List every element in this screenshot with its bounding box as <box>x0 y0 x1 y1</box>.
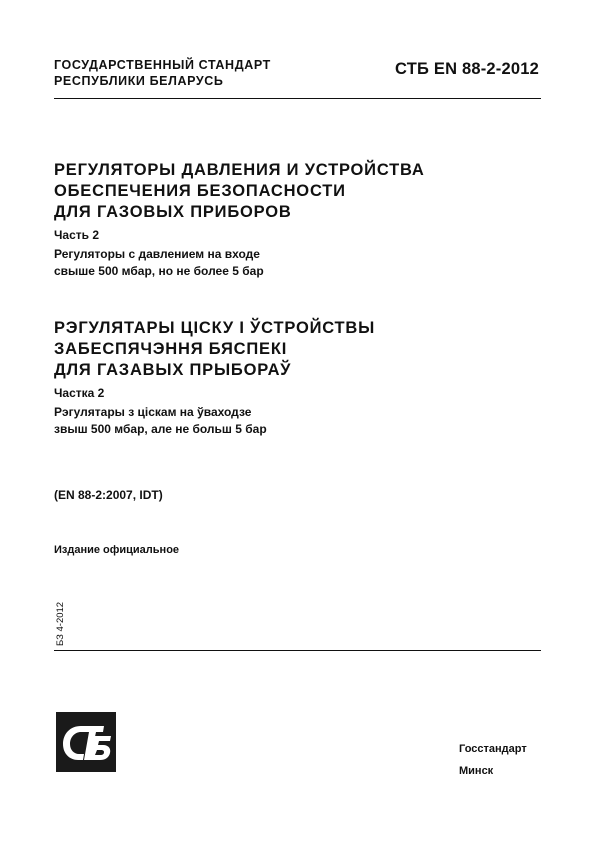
header <box>54 56 541 98</box>
org-name-line-1: ГОСУДАРСТВЕННЫЙ СТАНДАРТ <box>54 58 271 72</box>
publisher-name: Госстандарт <box>459 743 527 755</box>
standard-code: СТБ EN 88-2-2012 <box>395 60 539 78</box>
subtitle-ru-line-1: Регуляторы с давлением на входе <box>54 247 260 261</box>
side-mark: БЗ 4-2012 <box>55 601 66 646</box>
title-by-line-3: ДЛЯ ГАЗАВЫХ ПРЫБОРАЎ <box>54 361 292 379</box>
edition-label: Издание официальное <box>54 544 180 556</box>
publisher-city: Минск <box>459 765 494 777</box>
title-ru-line-1: РЕГУЛЯТОРЫ ДАВЛЕНИЯ И УСТРОЙСТВА <box>54 161 425 179</box>
title-block-russian <box>54 160 541 280</box>
subtitle-ru-line-2: свыше 500 мбар, но не более 5 бар <box>54 264 264 278</box>
title-by-line-2: ЗАБЕСПЯЧЭННЯ БЯСПЕКІ <box>54 340 288 358</box>
title-block-belarusian <box>54 318 541 438</box>
title-ru-line-2: ОБЕСПЕЧЕНИЯ БЕЗОПАСНОСТИ <box>54 182 346 200</box>
title-ru-line-3: ДЛЯ ГАЗОВЫХ ПРИБОРОВ <box>54 203 292 221</box>
subtitle-by-line-2: звыш 500 мбар, але не больш 5 бар <box>54 422 267 436</box>
footer-divider <box>54 650 541 651</box>
part-label-by: Частка 2 <box>54 386 105 400</box>
stb-logo-icon <box>56 712 116 772</box>
subtitle-by-line-1: Рэгулятары з ціскам на ўваходзе <box>54 405 252 419</box>
part-label-ru: Часть 2 <box>54 228 100 242</box>
header-divider <box>54 98 541 99</box>
equivalence-reference: (EN 88-2:2007, IDT) <box>54 488 163 502</box>
org-name-line-2: РЕСПУБЛИКИ БЕЛАРУСЬ <box>54 74 224 88</box>
title-by-line-1: РЭГУЛЯТАРЫ ЦІСКУ І ЎСТРОЙСТВЫ <box>54 319 376 337</box>
